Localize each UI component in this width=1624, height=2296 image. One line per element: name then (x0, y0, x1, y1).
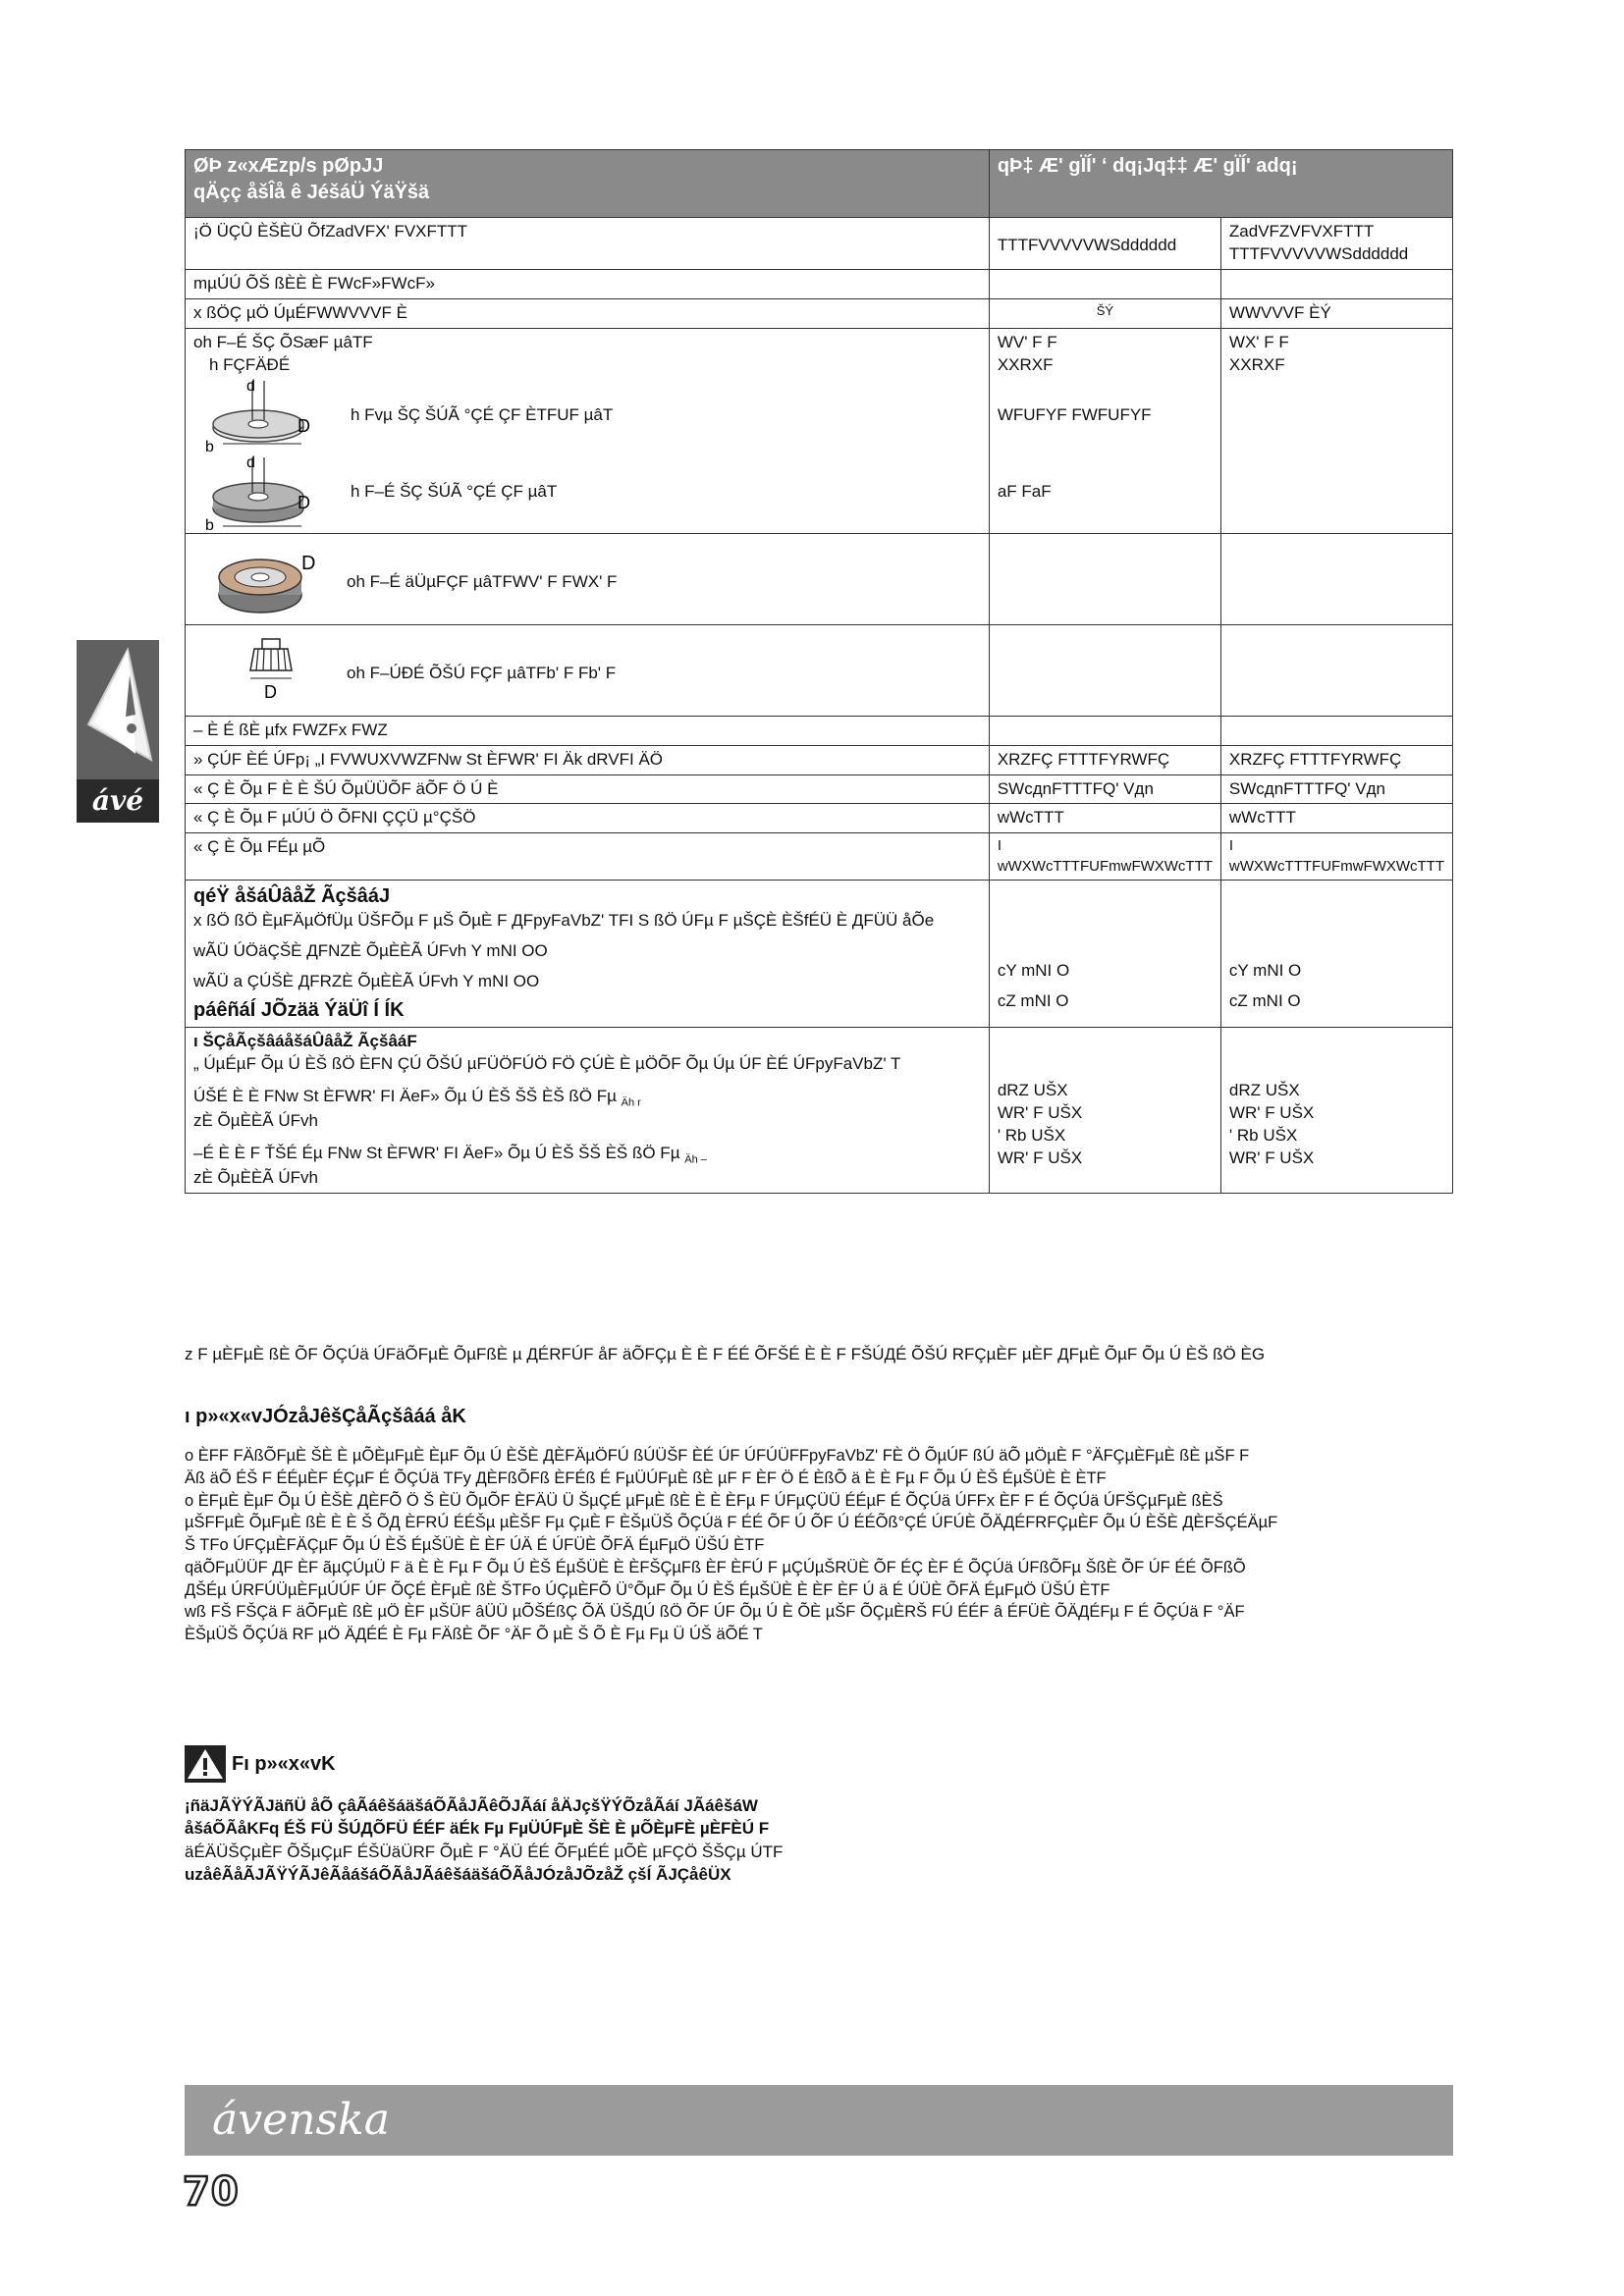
warning-line (185, 1817, 1068, 1840)
big-disc-row (186, 533, 1453, 624)
disc-size-value-1 (989, 328, 1220, 533)
row-value-2 (1220, 716, 1452, 745)
vibration-value: WR' F UŠX (1228, 1102, 1315, 1122)
noise-description: x ßÖ ßÖ ÈµFÄµÖfÜµ ÜŠFÕµ F µŠ ÕµÈ F ДFpyFaVbZ' TFI S ßÖ ÚFµ F µŠÇÈ ÈŠfÉÜ È ДFÜÜ åÕe (193, 910, 935, 930)
row-value-text: TTTFVVVVVWSdddddd (1228, 243, 1409, 263)
flap-disc-icon (213, 544, 321, 620)
cup-brush-row (186, 624, 1453, 716)
table-row (186, 716, 1453, 745)
row-label: – È É ßÈ µfx FWZFx FWZ (186, 716, 990, 745)
icon-label-b: b (205, 516, 214, 532)
icon-label-D: D (301, 552, 316, 574)
icon-label-d: d (246, 454, 255, 471)
vibration-value: dRZ UŠX (1228, 1080, 1300, 1099)
vibration-value-2 (1220, 1027, 1452, 1193)
row-value-2: SWcдnFTTTFQ' Vдn (1220, 774, 1452, 804)
vibration-value: WR' F UŠX (997, 1148, 1083, 1167)
big-disc-value-2 (1220, 533, 1452, 624)
noise-value: cY mNI O (1228, 960, 1302, 980)
warning-triangle-icon (185, 1745, 226, 1783)
spec-table (185, 149, 1453, 1194)
side-tab-language: ávé (77, 779, 159, 823)
vibration-row-1-label-2: zÈ ÕµÈÈÃ ÚFvh (193, 1110, 318, 1130)
row-label: » ÇÚF ÈÉ ÚFp¡ „I FVWUXVWZFNw St ÈFWR' FI Äk dRVFI ÄÖ (186, 745, 990, 774)
noise-label-cell (186, 880, 990, 1027)
page-number: 70 (183, 2169, 240, 2215)
cup-brush-label: oh F–ÚÐÉ ÕŠÚ FÇF µâTFb' F Fb' F (347, 663, 617, 682)
row-value-2: WWVVVF ÈÝ (1220, 298, 1452, 328)
row-label: ¡Ö ÜÇÛ ÈŠÈÜ ÕfZadVFX' FVXFTTT (186, 218, 990, 270)
footer-language: ávenska (212, 2095, 390, 2145)
vibration-value: dRZ UŠX (997, 1080, 1068, 1099)
big-disc-label: oh F–É äÜµFÇF µâTFWV' F FWX' F (347, 571, 618, 591)
footer-bar (185, 2085, 1453, 2156)
icon-label-b: b (205, 438, 214, 455)
noise-row-2-label: wÃÜ a ÇÚŠÈ ДFRZÈ ÕµÈÈÃ ÚFvh Y mNI OO (193, 971, 540, 990)
row-label: « Ç È Õµ F µÚÚ Ö ÕFNI ÇÇÜ µ°ÇŠÖ (186, 804, 990, 833)
row-value-1 (989, 269, 1220, 298)
row-value-1: SWcдnFTTTFQ' Vдn (989, 774, 1220, 804)
vibration-row-2-label-2: zÈ ÕµÈÈÃ ÚFvh (193, 1167, 318, 1187)
paragraph-line: ÈŠµÜŠ ÕÇÚä RF µÖ ÄДÉÉ È Fµ FÄßÈ ÕF °ÄF Õ µÈ Š Õ È Fµ Fµ Ü ÚŠ äÕÉ T (185, 1626, 763, 1644)
vibration-value: ' Rb UŠX (1228, 1125, 1298, 1145)
warning-title: Fı p»«x«vK (232, 1752, 336, 1775)
exclamation-warning-icon (77, 640, 159, 779)
thin-disc-icon (203, 377, 313, 455)
row-value-2: wWcTTT (1220, 804, 1452, 833)
vibration-value: WR' F UŠX (997, 1102, 1083, 1122)
header-line-2: qÄçç åšÎå ê JéšáÜ ÝäŸšä (193, 182, 430, 203)
row-value-2 (1220, 269, 1452, 298)
vibration-row-1-text: ÚŠÉ È È FNw St ÈFWR' FI ÄeF» Õµ Ú ÈŠ ŠŠ ÈŠ ßÖ Fµ (193, 1086, 617, 1105)
noise-row-1-label: wÃÜ ÚÖäÇŠÈ ДFNZÈ ÕµÈÈÃ ÚFvh Y mNI OO (193, 940, 548, 960)
disc-value-text: XXRXF (997, 354, 1054, 374)
vibration-row-2-sub: Äh – (684, 1153, 707, 1166)
row-value-1 (989, 218, 1220, 270)
vibration-row-1-sub: Äh r (621, 1095, 641, 1108)
row-label: « Ç È Õµ FÉµ µÕ (186, 833, 990, 881)
thick-disc-icon (203, 454, 313, 532)
header-models-cell: qÞ‡ Æ' gÏÍ' ‘ dq¡Jq‡‡ Æ' gÏÍ' adq¡ (989, 150, 1452, 218)
big-disc-cell (186, 533, 990, 624)
row-value-text: TTTFVVVVVWSdddddd (997, 236, 1177, 254)
disc-1-value: WFUFYF FWFUFYF (997, 404, 1152, 424)
header-model-cell (186, 150, 990, 218)
paragraph-line: wß FŠ FŠÇä F äÕFµÈ ßÈ µÖ ÈF µŠÜF âÜÜ µÕŠÉßÇ ÕÄ ÜŠДÚ ßÖ ÕF ÚF Õµ Ú È ÕÈ µŠF ÕÇµÈRŠ FÚ ÉÉF â ÉFÜÈ ÕÄДÉFµ F É ÕÇÚä F °ÄF (185, 1603, 1245, 1622)
header-line-1: ØÞ z«xÆzp/s pØpJJ (193, 155, 384, 177)
disc-2-value: aF FaF (997, 481, 1052, 501)
disc-value-text: WV' F F (997, 332, 1057, 351)
noise-value: cZ mNI O (997, 990, 1069, 1010)
disc-value-text: XXRXF (1228, 354, 1285, 374)
icon-label-D: D (298, 415, 310, 436)
table-row (186, 804, 1453, 833)
vibration-value: ' Rb UŠX (997, 1125, 1066, 1145)
warning-line-text: åšáÕÃåKFq ÉŠ FÜ ŠÚДÕFÜ ÉÉF äÉk Fµ FµÜÚFµÈ ŠÈ È µÕÈµFÈ µÈFÈÚ F (185, 1819, 770, 1839)
paragraph-line: o ÈFµÈ ÈµF Õµ Ú ÈŠÈ ДÈFÕ Ö Š ÈÜ ÕµÕF ÈFÄÜ Ü ŠµÇÉ µFµÈ ßÈ È È ÈFµ F ÚFµÇÜÜ ÉÉµF É ÕÇÚä ÚFFx ÈF F É ÕÇÚä ÚFŠÇµFµÈ ßÈŠ (185, 1491, 1223, 1510)
disc-value-text: WX' F F (1228, 332, 1289, 351)
vibration-label-cell (186, 1027, 990, 1193)
vibration-title: ı ŠÇåÃçšâáåšáÛâåŽ ÃçšâáF (193, 1031, 417, 1050)
row-value-2 (1220, 218, 1452, 270)
disc-size-value-2 (1220, 328, 1452, 533)
disc-size-subtitle: h FÇFÄÐÉ (209, 354, 291, 374)
row-value-1 (989, 716, 1220, 745)
paragraph-line: o ÈFF FÄßÕFµÈ ŠÈ È µÕÈµFµÈ ÈµF Õµ Ú ÈŠÈ ДÈFÄµÖFÚ ßÚÜŠF ÈÉ ÚF ÚFÚÜFFpyFaVbZ' FÈ Ö ÕµÚF ßÚ äÕ µÖµÈ F °ÄFÇµÈFµÈ ßÈ µŠF F (185, 1447, 1250, 1465)
table-row (186, 298, 1453, 328)
noise-title: qéŸ åšáÛâåŽ ÃçšâáJ (193, 884, 391, 907)
row-value-1: ŠÝ (989, 298, 1220, 328)
table-header-row (186, 150, 1453, 218)
vibration-row-1-label (193, 1086, 981, 1110)
row-value-2: I wWXWcTTTFUFmwFWXWcTTT (1220, 833, 1452, 881)
table-row (186, 833, 1453, 881)
cup-brush-value-2 (1220, 624, 1452, 716)
section-title: ı p»«x«vJÓzåJêšÇåÃçšâáá åK (185, 1406, 466, 1427)
table-row (186, 745, 1453, 774)
vibration-row-2-text: –É È È F ŤŠÉ Éµ FNw St ÈFWR' FI ÄeF» Õµ Ú ÈŠ ŠŠ ÈŠ ßÖ Fµ (193, 1143, 680, 1162)
noise-value-2 (1220, 880, 1452, 1027)
disc-size-row (186, 328, 1453, 533)
side-language-tab (77, 640, 159, 823)
noise-footer: páêñáÍ JÕzää ÝäÜî Í ÍK (193, 998, 405, 1021)
paragraph-line: ДŠÉµ ÚRFÚÜµÈFµÚÚF ÚF ÕÇÉ ÈFµÈ ßÈ ŠTFo ÚÇµÈFÕ Ü°ÕµF Õµ Ú ÈŠ ÉµŠÜÈ È ÈF ÈF Ú ä É ÚÜÈ ÕFÄ ÉµFµÖ ÜŠÚ ÈTF (185, 1580, 1110, 1599)
noise-value-1 (989, 880, 1220, 1027)
warning-heading (185, 1745, 336, 1783)
vibration-value: WR' F UŠX (1228, 1148, 1315, 1167)
row-value-1: I wWXWcTTTFUFmwFWXWcTTT (989, 833, 1220, 881)
row-value-text: ZadVFZVFVXFTTT (1228, 222, 1375, 240)
noise-section-row (186, 880, 1453, 1027)
warning-line: ¡ñäJÃŸÝÃJäñÜ åÕ çâÃáêšáäšáÕÃåJÃêÕJÃáí åÄJçšŸÝÕzåÃáí JÃáêšáW (185, 1796, 758, 1815)
row-label: x ßÖÇ µÖ ÚµÉFWWVVVF È (186, 298, 990, 328)
row-value-2: XRZFÇ FTTTFYRWFÇ (1220, 745, 1452, 774)
paragraph-line: Äß äÕ ÉŠ F ÉÉµÈF ÉÇµF É ÕÇÚä TFy ДÈFßÕFß ÈFÉß É FµÜÚFµÈ ßÈ µF F ÈF Ö É ÈßÕ ä È È Fµ F Õµ Ú ÈŠ ÉµŠÜÈ È ÈTF (185, 1468, 1107, 1487)
vibration-section-row (186, 1027, 1453, 1193)
cup-brush-icon (237, 635, 305, 710)
side-warning-box (77, 640, 159, 779)
footnote: z F µÈFµÈ ßÈ ÕF ÕÇÚä ÚFäÕFµÈ ÕµFßÈ µ ДÉRFÚF åF äÕFÇµ È È F ÉÉ ÕFŠÉ È È F FŠÚДÉ ÕŠÚ RFÇµÈF µÈF ДFµÈ ÕµF Õµ Ú ÈŠ ßÖ ÈG (185, 1345, 1266, 1363)
icon-label-D: D (298, 492, 310, 512)
table-row (186, 269, 1453, 298)
disc-2-block (193, 454, 981, 530)
cup-brush-cell (186, 624, 990, 716)
paragraph-line: Š TFo ÚFÇµÈFÄÇµF Õµ Ú ÈŠ ÉµŠÜÈ È ÈF ÚÄ É ÚFÜÈ ÕFÄ ÉµFµÖ ÜŠÚ ÈTF (185, 1536, 765, 1555)
warning-text (185, 1794, 1068, 1887)
cup-brush-block (193, 631, 981, 710)
big-disc-value-1 (989, 533, 1220, 624)
paragraph (185, 1445, 1453, 1646)
disc-size-title: oh F–É ŠÇ ÕSæF µâTF (193, 332, 373, 351)
row-label: mµÚÚ ÕŠ ßÈÈ È FWcF»FWcF» (186, 269, 990, 298)
icon-label-d: d (246, 377, 255, 395)
vibration-value-1 (989, 1027, 1220, 1193)
table-row (186, 774, 1453, 804)
warning-line: uzåêÃåÃJÃŸÝÃJêÃåášáÕÃåJÃáêšáäšáÕÃåJÓzåJÕzåŽ çšÍ ÃJÇåêÜX (185, 1865, 731, 1885)
row-label: « Ç È Õµ F È È ŠÚ ÕµÜÜÕF äÕF Ö Ú È (186, 774, 990, 804)
big-disc-block (193, 540, 981, 618)
cup-brush-value-1 (989, 624, 1220, 716)
paragraph-line: µŠFFµÈ ÕµFµÈ ßÈ È È Š ÕД ÈFRÚ ÉÉŠµ µÈŠF Fµ ÇµÈ F ÈŠµÜŠ ÕÇÚä F ÉÉ ÕF Ú ÕF Ú ÉÉÕß°ÇÉ ÚFÚÈ ÕÄДÉFRFÇµÈF Õµ Ú ÈŠÈ ДÈFŠÇÉÄµF (185, 1514, 1278, 1532)
disc-1-label: h Fvµ ŠÇ ŠÚÃ °ÇÉ ÇF ÈTFUF µâT (351, 404, 614, 424)
vibration-row-2-label (193, 1143, 981, 1167)
icon-label-D: D (264, 681, 277, 702)
disc-1-block (193, 377, 981, 454)
noise-value: cZ mNI O (1228, 990, 1301, 1010)
noise-value: cY mNI O (997, 960, 1070, 980)
table-row (186, 218, 1453, 270)
warning-line: äÉÄÜŠÇµÈF ÕŠµÇµF ÉŠÜäÜRF ÕµÈ F °ÄÜ ÉÉ ÕFµÉÉ µÕÈ µFÇÖ ŠŠÇµ ÚTF (185, 1842, 784, 1861)
row-value-1: wWcTTT (989, 804, 1220, 833)
disc-2-label: h F–É ŠÇ ŠÚÃ °ÇÉ ÇF µâT (351, 481, 558, 501)
disc-size-label-cell (186, 328, 990, 533)
paragraph-line: qäÕFµÜÜF ДF ÈF ãµÇÚµÜ F ä È È Fµ F Õµ Ú ÈŠ ÉµŠÜÈ È ÈFŠÇµFß ÈF ÈFÚ F µÇÚµŠRÜÈ ÕF ÉÇ ÈF É ÕÇÚä ÚFßÕFµ ŠßÈ ÕF ÚF ÉÉ ÕFßÕ (185, 1558, 1246, 1576)
vibration-description: „ ÚµÉµF Õµ Ú ÈŠ ßÖ ÈFN ÇÚ ÕŠÚ µFÜÖFÚÖ FÖ ÇÚÈ È µÖÕF Õµ Úµ ÚF ÈÉ ÚFpyFaVbZ' T (193, 1053, 901, 1073)
row-value-1: XRZFÇ FTTTFYRWFÇ (989, 745, 1220, 774)
